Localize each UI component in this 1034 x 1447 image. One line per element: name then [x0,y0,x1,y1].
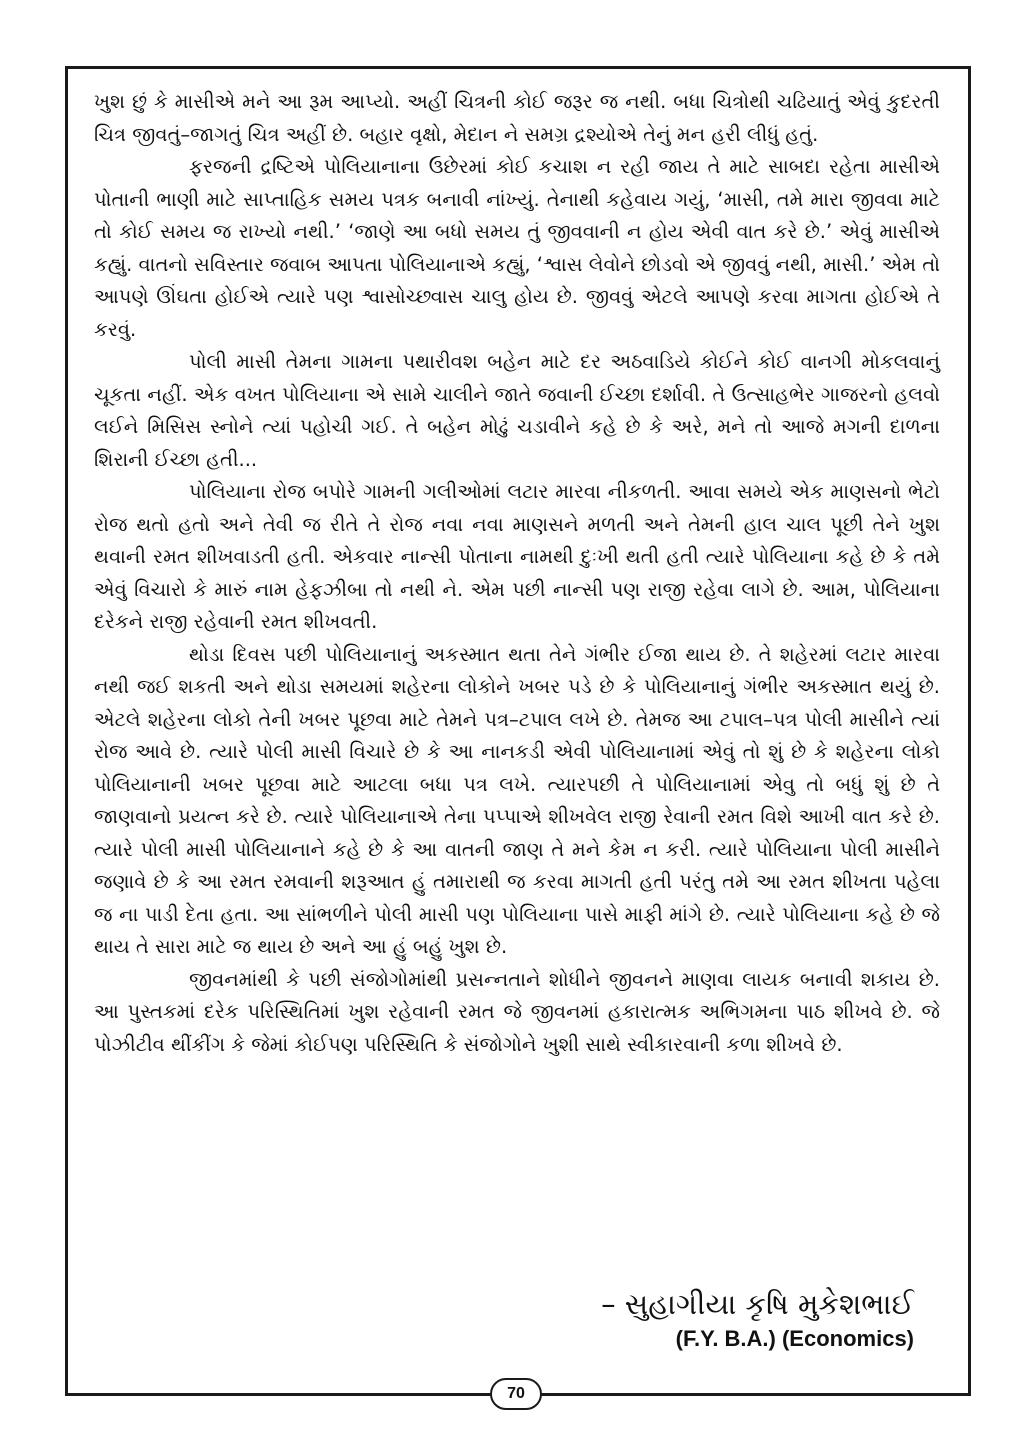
paragraph-3: પોલી માસી તેમના ગામના પથારીવશ બહેન માટે દર અઠવાડિયે કોઈને કોઈ વાનગી મોકલવાનું ચૂકતા નહીં. એક વખત પોલિયાના એ સામે ચાલીને જાતે જવાની ઈચ્છા દર્શાવી. તે ઉત્સાહભેર ગાજરનો હલવો લઈને મિસિસ સ્નોને ત્યાં પહોચી ગઈ. તે બહેન મોઢું ચડાવીને કહે છે કે અરે, મને તો આજે મગની દાળના શિરાની ઈચ્છા હતી... [94,350,940,471]
author-signature [601,1286,914,1354]
page-number: 70 [490,1378,542,1410]
paragraph-4: પોલિયાના રોજ બપોરે ગામની ગલીઓમાં લટાર મારવા નીકળતી. આવા સમયે એક માણસનો ભેટો રોજ થતો હતો અને તેવી જ રીતે તે રોજ નવા નવા માણસને મળતી અને તેમની હાલ ચાલ પૂછી તેને ખુશ થવાની રમત શીખવાડતી હતી. એકવાર નાન્સી પોતાના નામથી દુઃખી થતી હતી ત્યારે પોલિયાના કહે છે કે તમે એવું વિચારો કે મારું નામ હેફઝીબા તો નથી ને. એમ પછી નાન્સી પણ રાજી રહેવા લાગે છે. આમ, પોલિયાના દરેકને રાજી રહેવાની રમત શીખવતી. [94,480,940,633]
paragraph-6: જીવનમાંથી કે પછી સંજોગોમાંથી પ્રસન્નતાને શોધીને જીવનને માણવા લાયક બનાવી શકાય છે. આ પુસ્તકમાં દરેક પરિસ્થિતિમાં ખુશ રહેવાની રમત જે જીવનમાં હકારાત્મક અભિગમના પાઠ શીખવે છે. જે પોઝીટીવ થીંકીંગ કે જેમાં કોઈપણ પરિસ્થિતિ કે સંજોગોને ખુશી સાથે સ્વીકારવાની કળા શીખવે છે. [94,967,940,1056]
paragraph-2: ફરજની દ્રષ્ટિએ પોલિયાનાના ઉછેરમાં કોઈ કચાશ ન રહી જાય તે માટે સાબદા રહેતા માસીએ પોતાની ભાણી માટે સાપ્તાહિક સમય પત્રક બનાવી નાંખ્યું. તેનાથી કહેવાય ગયું, ‘માસી, તમે મારા જીવવા માટે તો કોઈ સમય જ રાખ્યો નથી.’ ‘જાણે આ બધો સમય તું જીવવાની ન હોય એવી વાત કરે છે.’ એવું માસીએ કહ્યું. વાતનો સવિસ્તાર જવાબ આપતા પોલિયાનાએ કહ્યું, ‘શ્વાસ લેવોને છોડવો એ જીવવું નથી, માસી.’ એમ તો આપણે ઊંઘતા હોઈએ ત્યારે પણ શ્વાસોચ્છ્વાસ ચાલુ હોય છે. જીવવું એટલે આપણે કરવા માગતા હોઈએ તે કરવું. [94,155,940,341]
author-name: – સુહાગીયા કૃષિ મુકેશભાઈ [601,1287,914,1321]
paragraph-5: થોડા દિવસ પછી પોલિયાનાનું અકસ્માત થતા તેને ગંભીર ઈજા થાય છે. તે શહેરમાં લટાર મારવા નથી જઈ શકતી અને થોડા સમયમાં શહેરના લોકોને ખબર પડે છે કે પોલિયાનાનું ગંભીર અકસ્માત થયું છે. એટલે શહેરના લોકો તેની ખબર પૂછવા માટે તેમને પત્ર–ટપાલ લખે છે. તેમજ આ ટપાલ–પત્ર પોલી માસીને ત્યાં રોજ આવે છે. ત્યારે પોલી માસી વિચારે છે કે આ નાનકડી એવી પોલિયાનામાં એવું તો શું છે કે શહેરના લોકો પોલિયાનાની ખબર પૂછવા માટે આટલા બધા પત્ર લખે. ત્યારપછી તે પોલિયાનામાં એવુ તો બધું શું છે તે જાણવાનો પ્રયત્ન કરે છે. ત્યારે પોલિયાનાએ તેના પપ્પાએ શીખવેલ રાજી રેવાની રમત વિશે આખી વાત કરે છે. ત્યારે પોલી માસી પોલિયાનાને કહે છે કે આ વાતની જાણ તે મને કેમ ન કરી. ત્યારે પોલિયાના પોલી માસીને જણાવે છે કે આ રમત રમવાની શરૂઆત હું તમારાથી જ કરવા માગતી હતી પરંતુ તમે આ રમત શીખતા પહેલા જ ના પાડી દેતા હતા. આ સાંભળીને પોલી માસી પણ પોલિયાના પાસે માફી માંગે છે. ત્યારે પોલિયાના કહે છે જે થાય તે સારા માટે જ થાય છે અને આ હું બહું ખુશ છે. [94,642,940,958]
author-class: (F.Y. B.A.) (Economics) [675,1326,914,1351]
article-body [94,86,940,1061]
paragraph-1: ખુશ છું કે માસીએ મને આ રૂમ આપ્યો. અહીં ચિત્રની કોઈ જરૂર જ નથી. બધા ચિત્રોથી ચઢિયાતું એવું કુદરતી ચિત્ર જીવતું–જાગતું ચિત્ર અહીં છે. બહાર વૃક્ષો, મેદાન ને સમગ્ર દ્રશ્યોએ તેનું મન હરી લીધું હતું. [94,90,940,146]
